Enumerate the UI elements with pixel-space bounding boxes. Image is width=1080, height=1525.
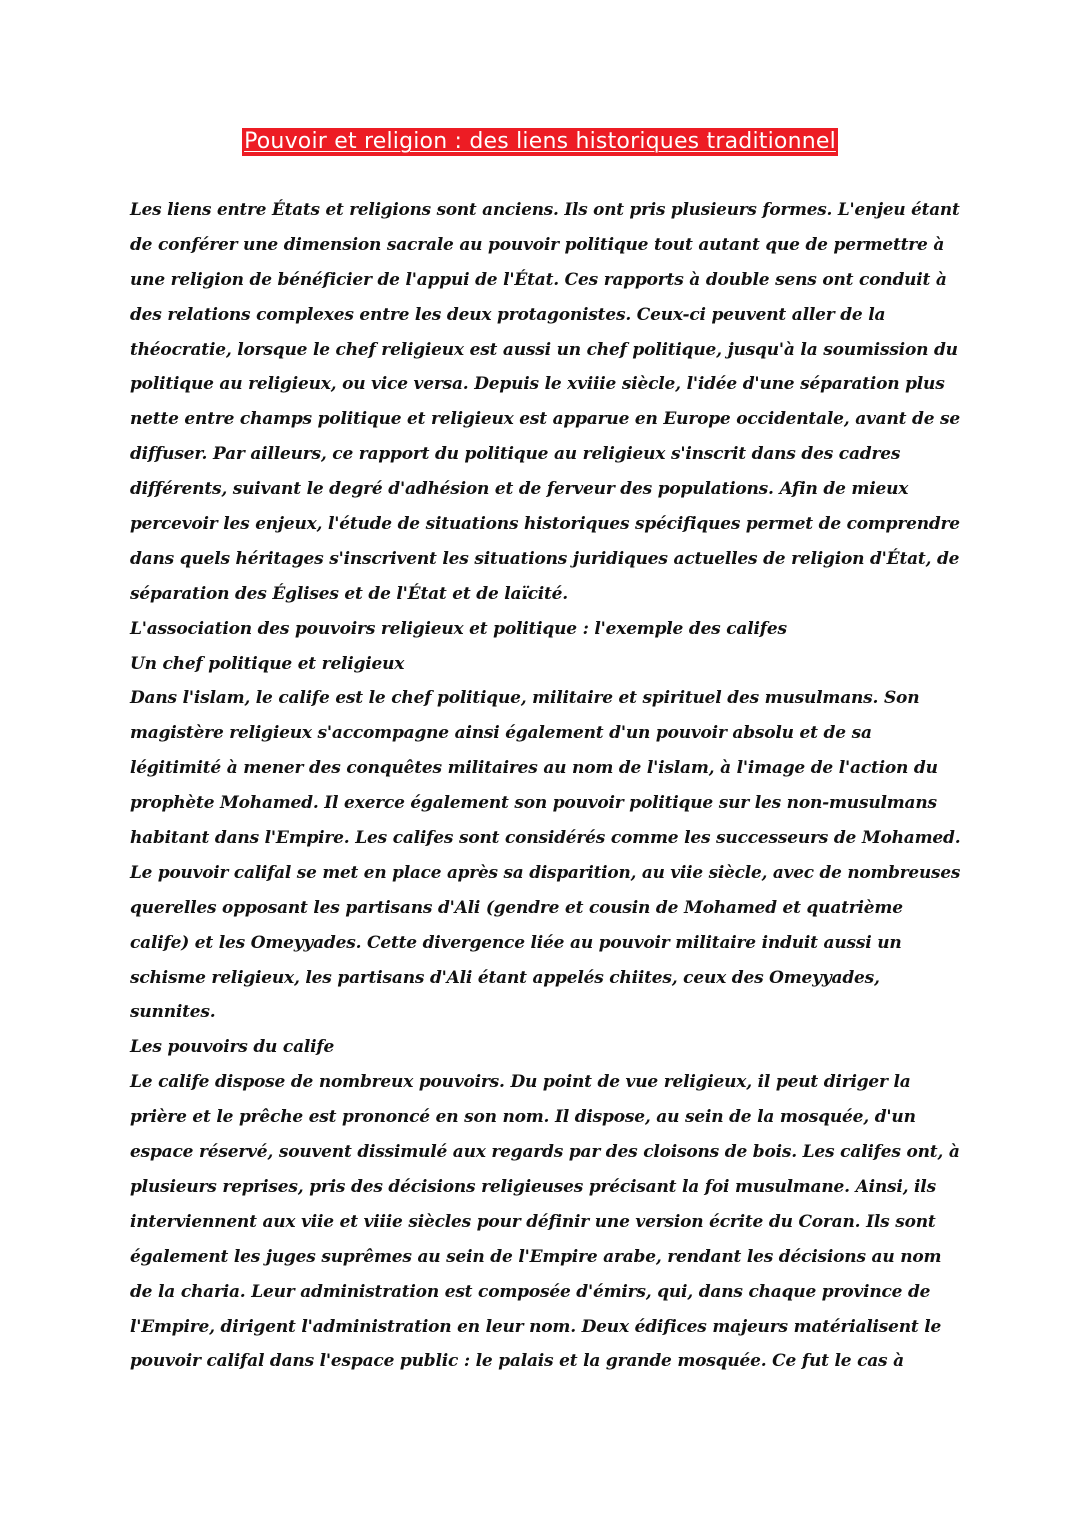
body-line: des relations complexes entre les deux protagonistes. Ceux-ci peuvent aller de la <box>130 304 886 325</box>
body-line: Le calife dispose de nombreux pouvoirs. Du point de vue religieux, il peut diriger la <box>130 1072 911 1093</box>
body-line: habitant dans l'Empire. Les califes sont considérés comme les successeurs de Mohamed. <box>130 828 961 849</box>
body-line: différents, suivant le degré d'adhésion et de ferveur des populations. Afin de mieux <box>130 479 909 500</box>
body-line: prière et le prêche est prononcé en son nom. Il dispose, au sein de la mosquée, d'un <box>130 1107 916 1128</box>
body-line: légitimité à mener des conquêtes militaires au nom de l'islam, à l'image de l'action du <box>130 758 938 779</box>
body-line: séparation des Églises et de l'État et de laïcité. <box>130 583 569 604</box>
body-line: l'Empire, dirigent l'administration en leur nom. Deux édifices majeurs matérialisent le <box>130 1316 942 1337</box>
body-line: calife) et les Omeyyades. Cette divergence liée au pouvoir militaire induit aussi un <box>130 932 902 953</box>
body-line: nette entre champs politique et religieux est apparue en Europe occidentale, avant de se <box>130 409 961 430</box>
body-line: Les liens entre États et religions sont anciens. Ils ont pris plusieurs formes. L'enjeu étant <box>130 200 960 220</box>
body-line: querelles opposant les partisans d'Ali (gendre et cousin de Mohamed et quatrième <box>130 897 903 918</box>
body-line: également les juges suprêmes au sein de l'Empire arabe, rendant les décisions au nom <box>130 1246 942 1267</box>
document-body <box>130 193 960 1379</box>
document-title: Pouvoir et religion : des liens historiques traditionnel <box>244 129 836 154</box>
subsection-heading: Un chef politique et religieux <box>130 653 405 674</box>
title-container <box>0 128 1080 156</box>
subsection-heading: Les pouvoirs du calife <box>130 1037 335 1058</box>
body-line: Dans l'islam, le calife est le chef politique, militaire et spirituel des musulmans. Son <box>130 688 920 709</box>
body-line: schisme religieux, les partisans d'Ali étant appelés chiites, ceux des Omeyyades, <box>130 967 880 988</box>
body-line: une religion de bénéficier de l'appui de l'État. Ces rapports à double sens ont conduit à <box>130 269 947 290</box>
body-line: interviennent aux viie et viiie siècles pour définir une version écrite du Coran. Ils sont <box>130 1211 936 1232</box>
body-line: prophète Mohamed. Il exerce également son pouvoir politique sur les non-musulmans <box>130 793 937 814</box>
body-line: dans quels héritages s'inscrivent les situations juridiques actuelles de religion d'État, de <box>130 548 960 569</box>
section-heading: L'association des pouvoirs religieux et politique : l'exemple des califes <box>130 618 787 639</box>
body-line: espace réservé, souvent dissimulé aux regards par des cloisons de bois. Les califes ont, à <box>130 1142 960 1163</box>
body-line: politique au religieux, ou vice versa. Depuis le xviiie siècle, l'idée d'une séparation plus <box>130 374 945 395</box>
body-line: pouvoir califal dans l'espace public : le palais et la grande mosquée. Ce fut le cas à <box>130 1351 904 1372</box>
body-line: diffuser. Par ailleurs, ce rapport du politique au religieux s'inscrit dans des cadres <box>130 444 901 465</box>
body-line: théocratie, lorsque le chef religieux est aussi un chef politique, jusqu'à la soumission du <box>130 339 958 360</box>
body-line: magistère religieux s'accompagne ainsi également d'un pouvoir absolu et de sa <box>130 723 872 744</box>
body-line: Le pouvoir califal se met en place après sa disparition, au viie siècle, avec de nombreuses <box>130 862 961 883</box>
body-line: plusieurs reprises, pris des décisions religieuses précisant la foi musulmane. Ainsi, ils <box>130 1176 936 1197</box>
body-line: percevoir les enjeux, l'étude de situations historiques spécifiques permet de comprendre <box>130 514 960 535</box>
body-line: de conférer une dimension sacrale au pouvoir politique tout autant que de permettre à <box>130 234 945 255</box>
body-line: sunnites. <box>130 1002 216 1023</box>
body-line: de la charia. Leur administration est composée d'émirs, qui, dans chaque province de <box>130 1281 931 1302</box>
